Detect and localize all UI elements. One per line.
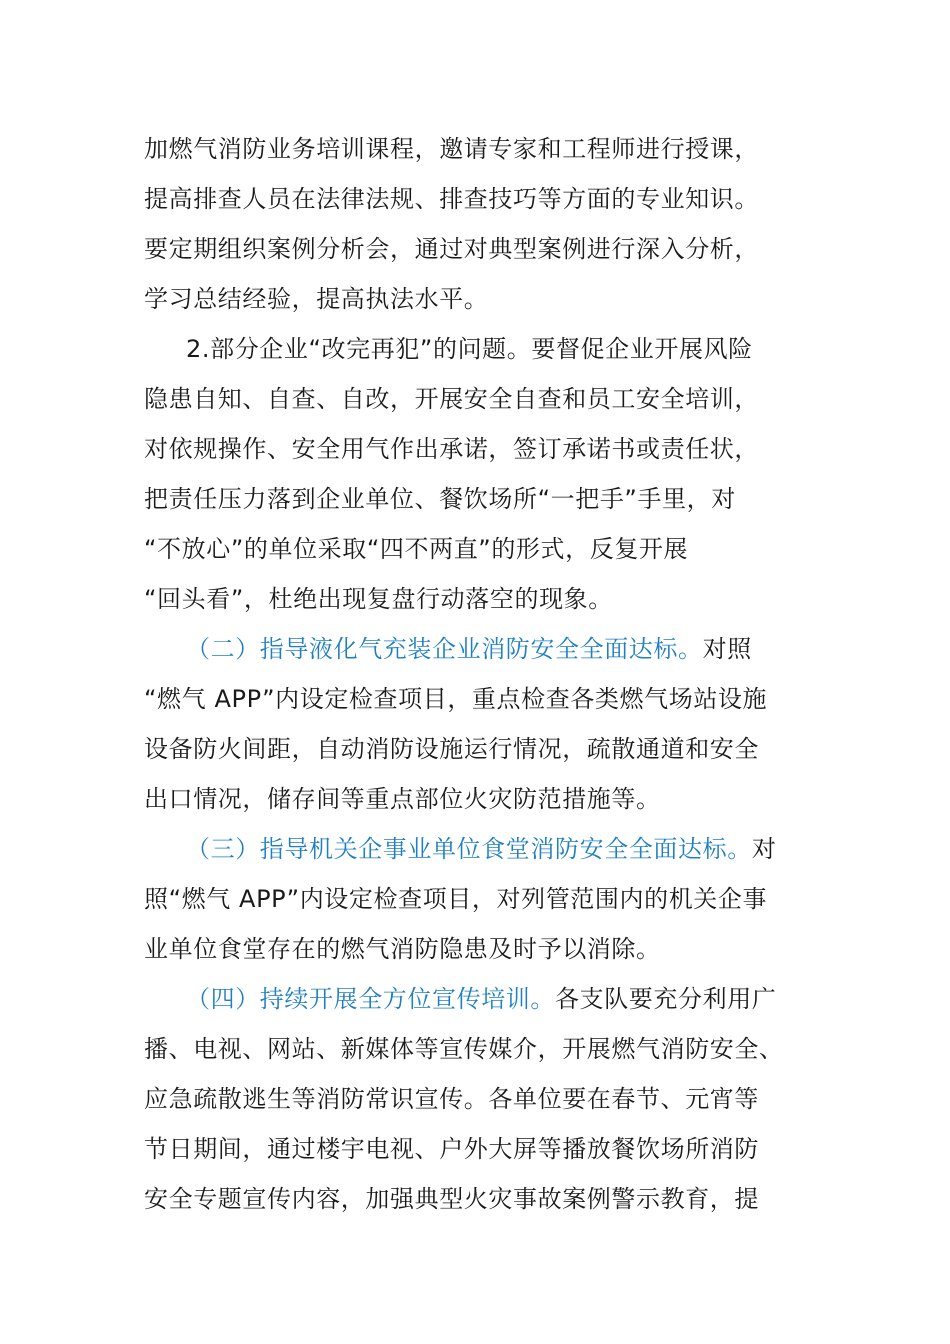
body-line: 播、电视、网站、新媒体等宣传媒介，开展燃气消防安全、 — [144, 1035, 784, 1063]
body-line: 加燃气消防业务培训课程，邀请专家和工程师进行授课， — [144, 135, 759, 163]
body-line: 应急疏散逃生等消防常识宣传。各单位要在春节、元宵等 — [144, 1085, 759, 1113]
body-line: 设备防火间距，自动消防设施运行情况，疏散通道和安全 — [144, 735, 759, 763]
section-heading: （三）指导机关企事业单位食堂消防安全全面达标。 — [186, 835, 752, 863]
body-line: 安全专题宣传内容，加强典型火灾事故案例警示教育，提 — [144, 1185, 759, 1213]
section-heading: （四）持续开展全方位宣传培训。 — [186, 985, 555, 1013]
section-heading-line — [186, 983, 776, 1015]
body-line — [144, 683, 767, 715]
body-line: 节日期间，通过楼宇电视、户外大屏等播放餐饮场所消防 — [144, 1135, 759, 1163]
section-heading-line — [186, 633, 752, 665]
body-line: 提高排查人员在法律法规、排查技巧等方面的专业知识。 — [144, 185, 759, 213]
body-line: 隐患自知、自查、自改，开展安全自查和员工安全培训， — [144, 385, 759, 413]
body-text: 燃气 APP”内设定检查项目，重点检查各类燃气场站设施 — [157, 685, 768, 713]
section-text: 各支队要充分利用广 — [555, 985, 777, 1013]
body-line: “不放心”的单位采取“四不两直”的形式，反复开展 — [144, 535, 689, 563]
body-line: 业单位食堂存在的燃气消防隐患及时予以消除。 — [144, 935, 661, 963]
numbered-item-2: 2.部分企业“改完再犯”的问题。要督促企业开展风险 — [186, 335, 753, 363]
section-text: 对照 — [702, 635, 752, 663]
body-line: “回头看”，杜绝出现复盘行动落空的现象。 — [144, 585, 613, 613]
body-line: 要定期组织案例分析会，通过对典型案例进行深入分析， — [144, 235, 759, 263]
section-heading-line — [186, 833, 776, 865]
body-line: 对依规操作、安全用气作出承诺，签订承诺书或责任状， — [144, 435, 759, 463]
section-text: 对 — [751, 835, 777, 863]
body-line: 把责任压力落到企业单位、餐饮场所“一把手”手里，对 — [144, 485, 736, 513]
body-line: 照“燃气 APP”内设定检查项目，对列管范围内的机关企事 — [144, 885, 768, 913]
section-heading: （二）指导液化气充装企业消防安全全面达标。 — [186, 635, 703, 663]
body-line: 学习总结经验，提高执法水平。 — [144, 285, 489, 313]
body-line: 出口情况，储存间等重点部位火灾防范措施等。 — [144, 785, 661, 813]
quote-mark: “ — [144, 685, 158, 713]
